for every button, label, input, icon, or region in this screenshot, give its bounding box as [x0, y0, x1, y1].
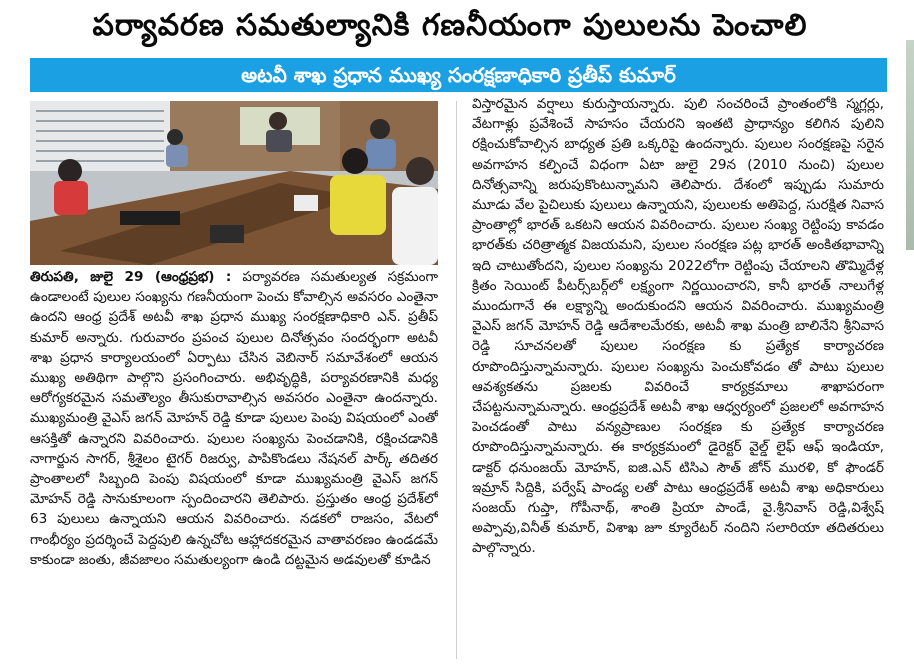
subheadline-band [30, 58, 887, 92]
page-edge-strip [906, 40, 914, 250]
news-photo [30, 101, 438, 265]
article-column-1 [30, 267, 438, 659]
body-text-col1: పర్యావరణ సమతుల్యత సక్రమంగా ఉండాలంటే పులుల సంఖ్యను గణనీయంగా పెంచు కోవాల్సిన అవసరం ఎంతైనా ఉందని ఆంధ్ర ప్రదేశ్ అటవీ శాఖ ప్రధాన ముఖ్య సంరక్షణాధికారి ఎన్. ప్రతీప్ కుమార్ అన్నారు. గురువారం ప్రపంచ పులుల దినోత్సవం సందర్భంగా అటవీ శాఖ ప్రధాన కార్యాలయంలో ఏర్పాటు చేసిన వెబినార్ సమావేశంలో ఆయన ముఖ్య అతిథిగా పాల్గొని ప్రసంగించారు. అభివృద్ధికి, పర్యావరణానికి మధ్య ఆరోగ్యకరమైన సమతౌల్యం తీసుకురావాల్సిన అవసరం ఎంతైనా ఉందన్నారు. ముఖ్యమంత్రి వైఎస్ జగన్ మోహన్ రెడ్డి కూడా పులుల పెంపు విషయంలో ఎంతో ఆసక్తితో ఉన్నారని వివరించారు. పులుల సంఖ్యను పెంచడానికి, రక్షించడానికి నాగార్జున సాగర్, శ్రీశైలం టైగర్ రిజర్వు, పాపికొండలు నేషనల్ పార్క్ తదితర ప్రాంతాలలో సిబ్బంది పెంపు విషయంలో కూడా ముఖ్యమంత్రి వైఎస్ జగన్ మోహన్ రెడ్డి సానుకూలంగా స్పందించారని తెలిపారు. ప్రస్తుతం ఆంధ్ర ప్రదేశ్‌లో 63 పులులు ఉన్నాయని ఆయన వివరించారు. నడకలో రాజసం, వేటలో గాంభీర్యం ప్రదర్శించే పెద్దపులి ఉన్నచోట ఆహ్లాదకరమైన వాతావరణం ఉండడమే కాకుండా జంతు, జీవజాలం సమతుల్యంగా ఉండి దట్టమైన అడవులతో కూడిన [30, 269, 438, 568]
subheadline: అటవీ శాఖ ప్రధాన ముఖ్య సంరక్షణాధికారి ప్రతీప్ కుమార్ [241, 63, 676, 87]
article-column-2 [472, 94, 884, 660]
column-divider [456, 101, 457, 659]
body-text-col2: విస్తారమైన వర్షాలు కురుస్తాయన్నారు. పులి సంచరించే ప్రాంతంలోకి స్మగ్లర్లు, వేటగాళ్లు ప్రవేశించే సాహసం చేయరని ఇంతటి ప్రాధాన్యం కలిగిన పులిని రక్షించుకోవాల్సిన బాధ్యత ప్రతి ఒక్కరిపై ఉందన్నారు. పులుల సంరక్షణపై సరైన అవగాహన కల్పించే విధంగా ఏటా జులై 29న (2010 నుంచి) పులుల దినోత్సవాన్ని జరుపుకొంటున్నామని తెలిపారు. దేశంలో ఇప్పుడు సుమారు మూడు వేల పైచిలుకు పులులు ఉన్నాయని, పులులకు అతిపెద్ద, సురక్షిత నివాస ప్రాంతాల్లో భారత్ ఒకటని ఆయన వివరించారు. పులుల సంఖ్య రెట్టింపు కావడం భారత్‌కు చరిత్రాత్మక విజయమని, పులుల సంరక్షణ పట్ల భారత్ అంకితభావాన్ని ఇది చాటుతోందని, పులుల సంఖ్యను 2022లోగా రెట్టింపు చేయాలని తొమ్మిదేళ్ల క్రితం సెయింట్ పీటర్స్‌బర్గ్‌లో లక్ష్యంగా నిర్ణయించారని, కానీ భారత్ నాలుగేళ్ల ముందుగానే ఈ లక్ష్యాన్ని అందుకుందని ఆయన వివరించారు. ముఖ్యమంత్రి వైఎస్ జగన్ మోహన్ రెడ్డి ఆదేశాలమేరకు, అటవీ శాఖ మంత్రి బాలినేని శ్రీనివాస రెడ్డి సూచనలతో పులుల సంరక్షణ కు ప్రత్యేక కార్యాచరణ రూపొందిస్తున్నామన్నారు. పులుల సంఖ్యను పెంచుకోవడం తో పాటు పులుల ఆవశ్యకతను ప్రజలకు వివరించే కార్యక్రమాలు శాఖాపరంగా చేపట్టనున్నామన్నారు. ఆంధ్రప్రదేశ్ అటవీ శాఖ ఆధ్వర్యంలో ప్రజలలో అవగాహన పెంచడంతో పాటు వన్యప్రాణుల సంరక్షణ కు ప్రత్యేక కార్యాచరణ రూపొందిస్తున్నామన్నారు. ఈ కార్యక్రమంలో డైరెక్టర్ వైల్డ్ లైఫ్ ఆఫ్ ఇండియా, డాక్టర్ ధనుంజయ్ మోహన్, ఐజి.ఎన్ టిసిఎ సౌత్ జోన్ మురళి, కో ఫౌండర్ ఇమ్రాన్ సిద్దికి, పర్వేష్ పాండ్య లతో పాటు ఆంధ్రప్రదేశ్ అటవీ శాఖ అధికారులు సంజయ్ గుప్తా, గోపీనాథ్, శాంతి ప్రియా పాండే, వై.శ్రీనివాస్ రెడ్డి,విశ్వేష్ అప్పావు,వినీత్ కుమార్, విశాఖ జూ క్యూరేటర్ నందిని సలారియా తదితరులు పాల్గొన్నారు. [472, 96, 884, 557]
dateline: తిరుపతి, జులై 29 (ఆంధ్రప్రభ) : [30, 269, 232, 285]
headline: పర్యావరణ సమతుల్యానికి గణనీయంగా పులులను పెంచాలి [92, 8, 808, 43]
meeting-photo-illustration [30, 101, 438, 265]
